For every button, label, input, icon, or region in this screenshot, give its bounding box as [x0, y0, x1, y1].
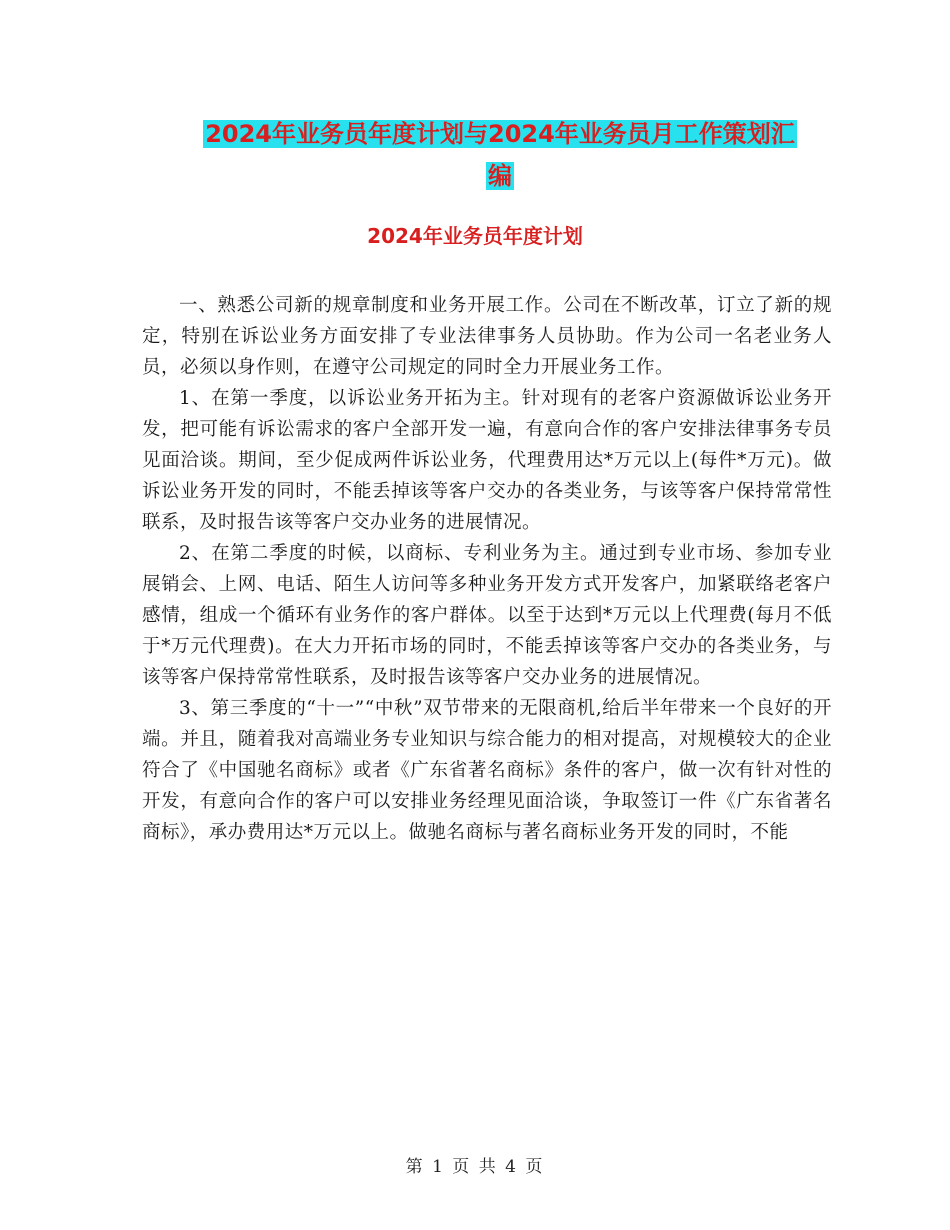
document-title: [140, 113, 860, 197]
paragraph: 1、在第一季度，以诉讼业务开拓为主。针对现有的老客户资源做诉讼业务开发，把可能有诉讼需求的客户全部开发一遍，有意向合作的客户安排法律事务专员见面洽谈。期间，至少促成两件诉讼业务，代理费用达*万元以上(每件*万元)。做诉讼业务开发的同时，不能丢掉该等客户交办的各类业务，与该等客户保持常常性联系，及时报告该等客户交办业务的进展情况。: [142, 388, 832, 533]
paragraph: 3、第三季度的“十一”“中秋”双节带来的无限商机,给后半年带来一个良好的开端。并且，随着我对高端业务专业知识与综合能力的相对提高，对规模较大的企业符合了《中国驰名商标》或者《广东省著名商标》条件的客户，做一次有针对性的开发，有意向合作的客户可以安排业务经理见面洽谈，争取签订一件《广东省著名商标》，承办费用达*万元以上。做驰名商标与著名商标业务开发的同时，不能: [142, 698, 832, 843]
section-title: 2024年业务员年度计划: [367, 224, 583, 248]
document-title-line1: 2024年业务员年度计划与2024年业务员月工作策划汇: [205, 120, 795, 148]
document-title-line2: 编: [488, 162, 512, 190]
page-footer: 第 1 页 共 4 页: [405, 1157, 545, 1177]
document-body: [142, 290, 832, 848]
paragraph: 2、在第二季度的时候，以商标、专利业务为主。通过到专业市场、参加专业展销会、上网、电话、陌生人访问等多种业务开发方式开发客户，加紧联络老客户感情，组成一个循环有业务作的客户群体。以至于达到*万元以上代理费(每月不低于*万元代理费)。在大力开拓市场的同时，不能丢掉该等客户交办的各类业务，与该等客户保持常常性联系，及时报告该等客户交办业务的进展情况。: [142, 543, 832, 688]
paragraph: 一、熟悉公司新的规章制度和业务开展工作。公司在不断改革，订立了新的规定，特别在诉讼业务方面安排了专业法律事务人员协助。作为公司一名老业务人员，必须以身作则，在遵守公司规定的同时全力开展业务工作。: [142, 295, 832, 378]
